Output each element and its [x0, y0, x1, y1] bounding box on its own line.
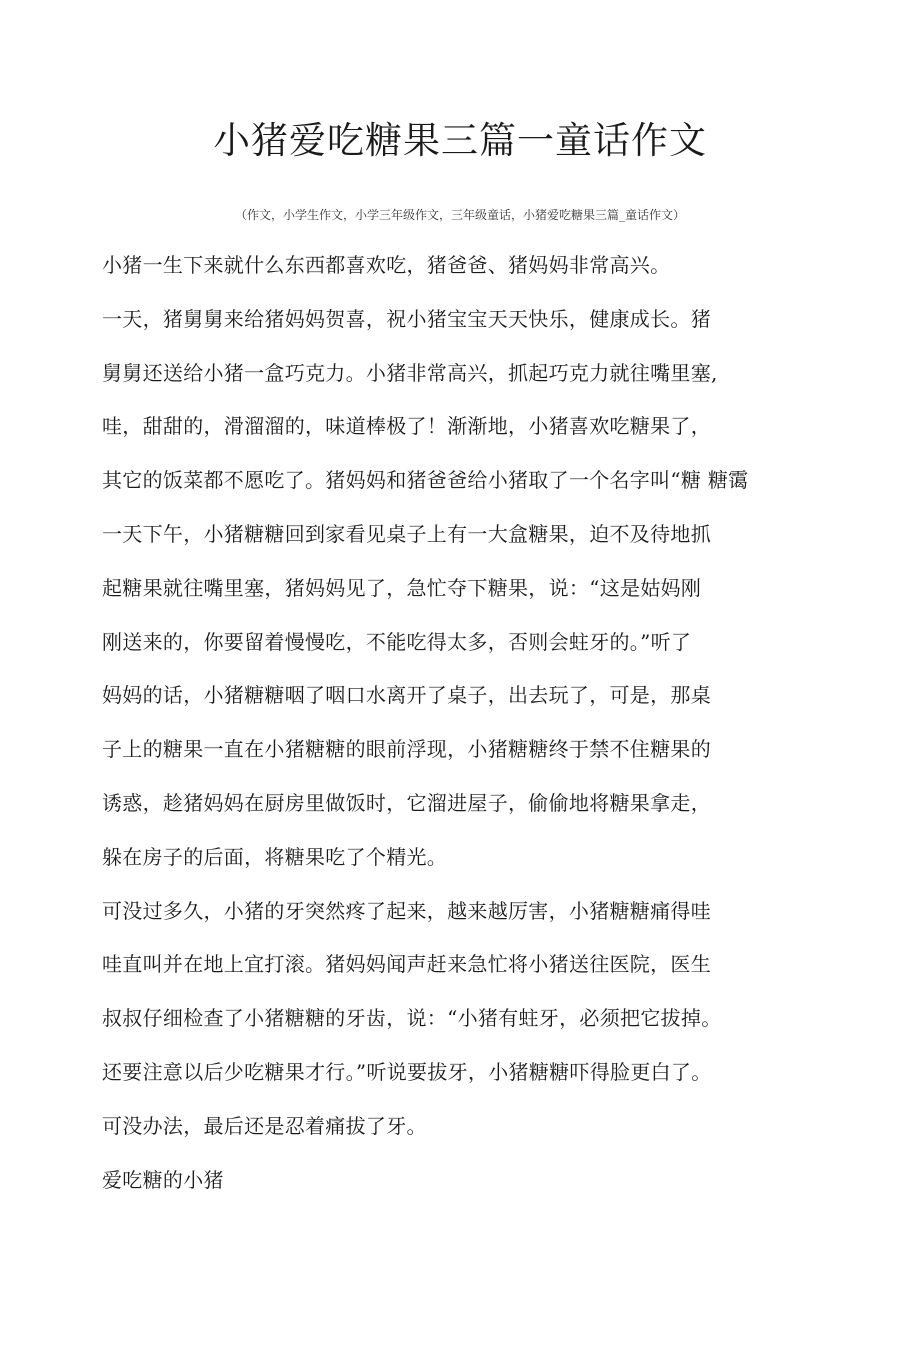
- body-line: 哇，甜甜的，滑溜溜的，味道棒极了！渐渐地，小猪喜欢吃糖果了，: [102, 414, 711, 439]
- body-line: 躲在房子的后面，将糖果吃了个精光。: [102, 844, 448, 869]
- body-line: 妈妈的话，小猪糖糖咽了咽口水离开了桌子，出去玩了，可是，那桌: [102, 683, 711, 708]
- body-line: 一天，猪舅舅来给猪妈妈贺喜，祝小猪宝宝天天快乐，健康成长。猪: [102, 306, 711, 331]
- body-line: 诱惑，趁猪妈妈在厨房里做饭时，它溜进屋子，偷偷地将糖果拿走，: [102, 790, 711, 815]
- body-line: 一天下午，小猪糖糖回到家看见桌子上有一大盒糖果，迫不及待地抓: [102, 521, 711, 546]
- body-line: 哇直叫并在地上宜打滚。猪妈妈闻声赶来急忙将小猪送往医院，医生: [102, 952, 711, 977]
- document-title: 小猪爱吃糖果三篇一童话作文: [213, 119, 707, 162]
- body-line: 刚送来的，你要留着慢慢吃，不能吃得太多，否则会蛀牙的。”听了: [102, 629, 692, 654]
- section-heading: 爱吃糖的小猪: [102, 1167, 224, 1192]
- body-line: 可没办法，最后还是忍着痛拔了牙。: [102, 1113, 427, 1138]
- document-tags: （作文，小学生作文，小学三年级作文，三年级童话，小猪爱吃糖果三篇_童话作文）: [234, 208, 685, 222]
- body-line: 小猪一生下来就什么东西都喜欢吃，猪爸爸、猪妈妈非常高兴。: [102, 253, 671, 277]
- body-line: 舅舅还送给小猪一盒巧克力。小猪非常高兴，抓起巧克力就往嘴里塞,: [102, 360, 718, 385]
- document-body: [102, 245, 822, 1213]
- body-line: 起糖果就往嘴里塞，猪妈妈见了，急忙夺下糖果，说：“这是姑妈刚: [102, 575, 702, 600]
- body-line: 子上的糖果一直在小猪糖糖的眼前浮现，小猪糖糖终于禁不住糖果的: [102, 737, 711, 762]
- body-line: 还要注意以后少吃糖果才行。”听说要拔牙，小猪糖糖吓得脸更白了。: [102, 1059, 712, 1084]
- body-line: 可没过多久，小猪的牙突然疼了起来，越来越厉害，小猪糖糖痛得哇: [102, 898, 711, 923]
- body-line: 其它的饭菜都不愿吃了。猪妈妈和猪爸爸给小猪取了一个名字叫“糖 糖霭: [102, 468, 749, 493]
- body-line: 叔叔仔细检查了小猪糖糖的牙齿，说：“小猪有蛀牙，必须把它拔掉。: [102, 1006, 722, 1031]
